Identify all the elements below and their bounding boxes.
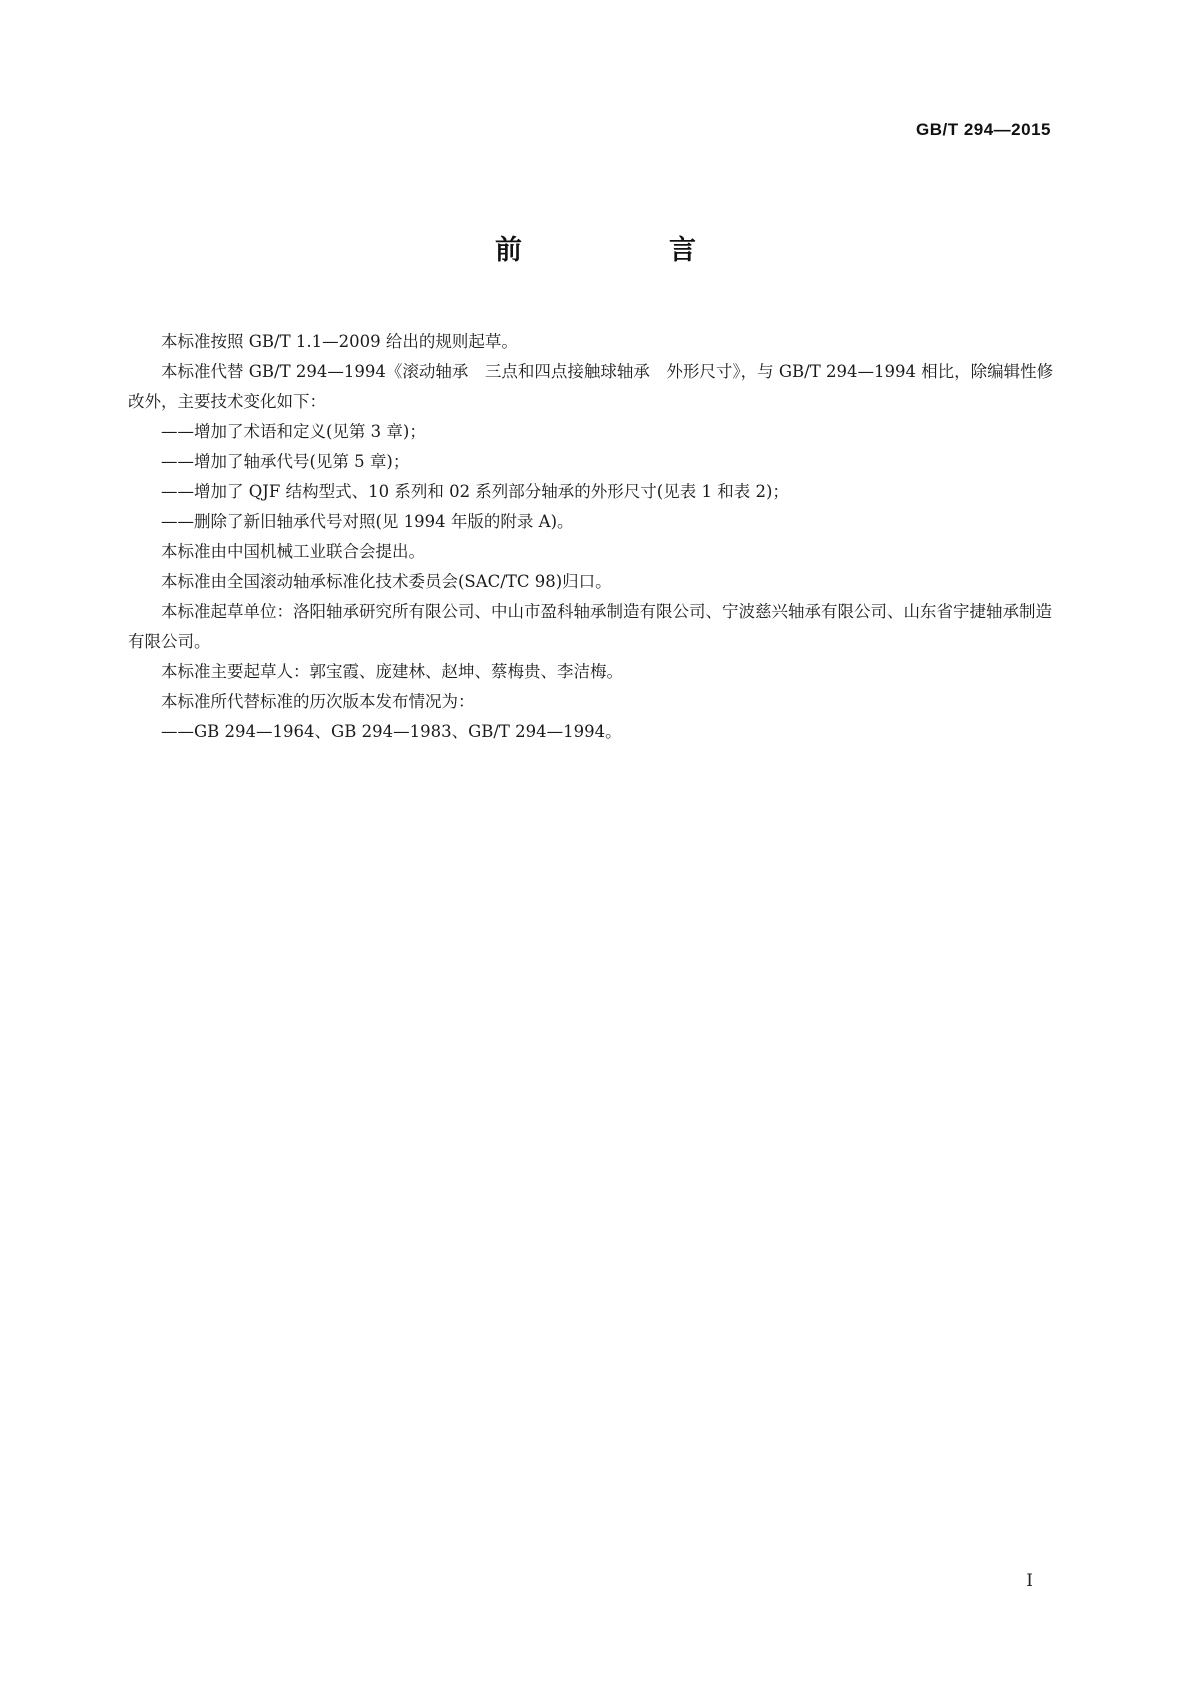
paragraph-proposer: 本标准由中国机械工业联合会提出。	[161, 542, 425, 561]
list-item-change: ——删除了新旧轴承代号对照(见 1994 年版的附录 A)。	[161, 512, 574, 531]
paragraph-drafters: 本标准主要起草人：郭宝霞、庞建林、赵坤、蔡梅贵、李洁梅。	[161, 662, 623, 681]
paragraph-drafting-rules: 本标准按照 GB/T 1.1—2009 给出的规则起草。	[161, 332, 518, 351]
page-number: I	[1026, 1571, 1033, 1591]
list-item-change: ——增加了术语和定义(见第 3 章)；	[161, 422, 426, 441]
paragraph-history: 本标准所代替标准的历次版本发布情况为：	[161, 692, 475, 711]
document-code-header: GB/T 294—2015	[915, 120, 1051, 139]
list-item-change: ——增加了 QJF 结构型式、10 系列和 02 系列部分轴承的外形尺寸(见表 1 和表 2)；	[161, 482, 789, 501]
paragraph-replacement: 本标准代替 GB/T 294—1994《滚动轴承 三点和四点接触球轴承 外形尺寸》，与 GB/T 294—1994 相比，除编辑性修改外，主要技术变化如下：	[128, 362, 1054, 411]
foreword-body	[128, 327, 1063, 747]
page-title: 前 言	[495, 235, 756, 266]
list-item-history: ——GB 294—1964、GB 294—1983、GB/T 294—1994。	[161, 722, 622, 741]
paragraph-committee: 本标准由全国滚动轴承标准化技术委员会(SAC/TC 98)归口。	[161, 572, 612, 591]
list-item-change: ——增加了轴承代号(见第 5 章)；	[161, 452, 410, 471]
paragraph-drafting-units: 本标准起草单位：洛阳轴承研究所有限公司、中山市盈科轴承制造有限公司、宁波慈兴轴承有限公司、山东省宇捷轴承制造有限公司。	[128, 602, 1052, 651]
